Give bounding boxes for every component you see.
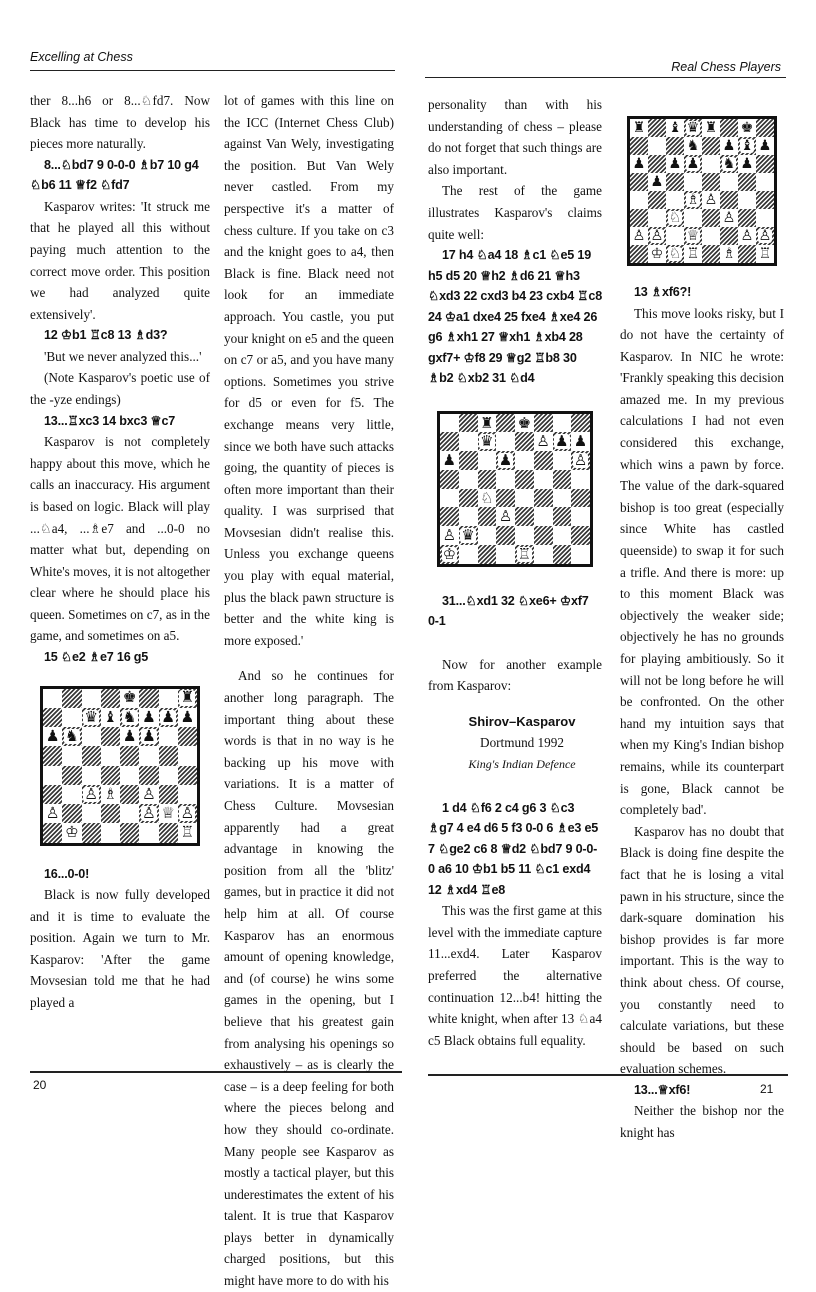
board-square: [630, 209, 648, 227]
board-square: [553, 489, 572, 508]
board-square: [534, 507, 553, 526]
paragraph: Now for another example from Kasparov:: [428, 656, 602, 694]
board-square: [648, 191, 666, 209]
board-square: [684, 155, 702, 173]
board-square: [515, 470, 534, 489]
board-square: [756, 137, 774, 155]
black-pawn-piece: ♟: [668, 155, 682, 172]
move-sequence: 1 d4 ♘f6 2 c4 g6 3 ♘c3 ♗g7 4 e4 d6 5 f3 0-0 6 ♗e3 e5 7 ♘ge2 c6 8 ♕d2 ♘bd7 9 0-0-0 a6 10 ♔b1 b5 11 ♘c1 exd4 12 ♗xd4 ♖e8: [428, 800, 599, 897]
white-pawn-piece: ♙: [45, 803, 60, 822]
black-pawn-piece: ♟: [632, 155, 646, 172]
board-square: [62, 708, 81, 727]
white-pawn-piece: ♙: [141, 803, 156, 822]
column-2: [224, 90, 394, 1292]
page-number-left: 20: [33, 1078, 47, 1092]
black-queen-piece: ♛: [686, 119, 700, 136]
white-pawn-piece: ♙: [740, 227, 754, 244]
move-sequence: 12 ♔b1 ♖c8 13 ♗d3?: [44, 328, 168, 343]
board-square: [82, 804, 101, 823]
board-square: [756, 119, 774, 137]
page-number-right: 21: [760, 1082, 774, 1096]
board-square: [178, 766, 197, 785]
white-rook-piece: ♖: [517, 544, 532, 563]
black-pawn-piece: ♟: [498, 451, 513, 470]
board-square: [720, 209, 738, 227]
board-square: [139, 766, 158, 785]
board-square: [101, 804, 120, 823]
board-square: [571, 451, 590, 470]
board-square: [62, 689, 81, 708]
board-square: [756, 155, 774, 173]
board-square: [440, 470, 459, 489]
board-square: [120, 689, 139, 708]
board-square: [720, 119, 738, 137]
board-square: [666, 155, 684, 173]
white-knight-piece: ♘: [668, 245, 682, 262]
white-king-piece: ♔: [64, 823, 79, 842]
board-square: [756, 245, 774, 263]
board-square: [62, 823, 81, 842]
paragraph: Black is now fully developed and it is time to evaluate the position. Again we turn to Mr. Kasparov: 'After the game Movsesian told me that he had played a: [30, 887, 210, 1011]
black-rook-piece: ♜: [180, 688, 195, 707]
board-square: [159, 689, 178, 708]
board-square: [496, 470, 515, 489]
black-pawn-piece: ♟: [740, 155, 754, 172]
board-square: [101, 746, 120, 765]
board-square: [159, 823, 178, 842]
black-knight-piece: ♞: [64, 726, 79, 745]
board-square: [120, 785, 139, 804]
black-pawn-piece: ♟: [161, 707, 176, 726]
board-square: [101, 689, 120, 708]
board-square: [630, 227, 648, 245]
board-square: [571, 507, 590, 526]
board-square: [43, 689, 62, 708]
board-square: [515, 526, 534, 545]
game-opening: King's Indian Defence: [468, 757, 576, 772]
board-square: [666, 245, 684, 263]
board-square: [178, 689, 197, 708]
board-square: [101, 766, 120, 785]
board-square: [82, 785, 101, 804]
board-square: [630, 173, 648, 191]
board-square: [159, 804, 178, 823]
board-square: [684, 245, 702, 263]
board-square: [478, 451, 497, 470]
header-rule-left: [30, 70, 395, 71]
black-pawn-piece: ♟: [686, 155, 700, 172]
board-square: [738, 173, 756, 191]
board-square: [553, 507, 572, 526]
board-square: [459, 432, 478, 451]
board-square: [720, 155, 738, 173]
black-rook-piece: ♜: [704, 119, 718, 136]
white-pawn-piece: ♙: [84, 784, 99, 803]
board-square: [702, 209, 720, 227]
black-queen-piece: ♛: [480, 432, 494, 451]
board-square: [515, 507, 534, 526]
board-square: [43, 708, 62, 727]
board-square: [101, 785, 120, 804]
black-pawn-piece: ♟: [122, 726, 137, 745]
board-square: [571, 526, 590, 545]
board-square: [648, 227, 666, 245]
board-square: [534, 414, 553, 433]
board-square: [478, 545, 497, 564]
board-square: [684, 173, 702, 191]
board-square: [630, 119, 648, 137]
board-square: [159, 766, 178, 785]
white-bishop-piece: ♗: [722, 245, 736, 262]
black-pawn-piece: ♟: [573, 432, 588, 451]
board-square: [648, 137, 666, 155]
move-sequence: 13...♕xf6!: [634, 1082, 691, 1097]
move-sequence: 17 h4 ♘a4 18 ♗c1 ♘e5 19 h5 d5 20 ♕h2 ♗d6 21 ♕h3 ♘xd3 22 cxd3 b4 23 cxb4 ♖c8 24 ♔a1 dxe4 25 fxe4 ♗xe4 26 g6 ♗xh1 27 ♕xh1 ♗xb4 28 gxf7+ ♔f8 29 ♕g2 ♖b8 30 ♗b2 ♘xb2 31 ♘d4: [428, 248, 603, 386]
white-knight-piece: ♘: [480, 488, 494, 507]
column-1: [30, 90, 210, 1014]
black-queen-piece: ♛: [84, 707, 99, 726]
board-square: [720, 191, 738, 209]
board-square: [720, 245, 738, 263]
board-square: [139, 689, 158, 708]
board-square: [630, 245, 648, 263]
board-square: [43, 804, 62, 823]
board-square: [120, 746, 139, 765]
board-square: [496, 507, 515, 526]
header-rule-right: [425, 77, 786, 78]
board-square: [62, 727, 81, 746]
move-sequence: 31...♘xd1 32 ♘xe6+ ♔xf7 0-1: [428, 593, 589, 629]
white-bishop-piece: ♗: [103, 784, 118, 803]
board-square: [440, 507, 459, 526]
board-square: [139, 823, 158, 842]
board-square: [648, 155, 666, 173]
white-pawn-piece: ♙: [180, 803, 195, 822]
white-queen-piece: ♕: [686, 227, 700, 244]
running-head-left: Excelling at Chess: [30, 50, 133, 64]
white-knight-piece: ♘: [668, 209, 682, 226]
board-square: [738, 245, 756, 263]
board-square: [459, 451, 478, 470]
white-pawn-piece: ♙: [573, 451, 588, 470]
paragraph: 'But we never analyzed this...': [44, 348, 202, 364]
board-square: [666, 209, 684, 227]
board-square: [478, 489, 497, 508]
board-square: [534, 489, 553, 508]
white-pawn-piece: ♙: [650, 227, 664, 244]
board-square: [756, 209, 774, 227]
board-square: [666, 119, 684, 137]
board-square: [738, 155, 756, 173]
board-square: [756, 191, 774, 209]
board-square: [553, 414, 572, 433]
board-square: [666, 227, 684, 245]
paragraph: This was the first game at this level with the immediate capture 11...exd4. Later Kasparov preferred the alternative continuation 12...b4! hitting the white knight, when after 13 ♘a4 c5 Black obtains full equality.: [428, 903, 602, 1048]
board-square: [515, 545, 534, 564]
board-square: [571, 545, 590, 564]
board-square: [534, 470, 553, 489]
chess-diagram-after-16-g5: [40, 686, 200, 846]
white-pawn-piece: ♙: [722, 209, 736, 226]
board-square: [459, 526, 478, 545]
board-square: [702, 119, 720, 137]
board-square: [159, 746, 178, 765]
board-square: [515, 489, 534, 508]
board-square: [62, 746, 81, 765]
board-square: [571, 489, 590, 508]
black-bishop-piece: ♝: [103, 707, 118, 726]
board-square: [648, 245, 666, 263]
game-players: Shirov–Kasparov: [468, 713, 576, 729]
black-pawn-piece: ♟: [722, 137, 736, 154]
board-square: [630, 155, 648, 173]
move-sequence: 15 ♘e2 ♗e7 16 g5: [44, 650, 149, 665]
board-square: [478, 432, 497, 451]
move-sequence: 13 ♗xf6?!: [634, 285, 692, 299]
board-square: [139, 727, 158, 746]
board-square: [684, 227, 702, 245]
black-bishop-piece: ♝: [740, 137, 754, 154]
paragraph: ther 8...h6 or 8...♘fd7. Now Black has time to develop his pieces more naturally.: [30, 93, 210, 152]
running-head-right: Real Chess Players: [671, 60, 781, 74]
board-square: [43, 727, 62, 746]
board-square: [571, 470, 590, 489]
paragraph: This move looks risky, but I do not have the certainty of Kasparov. In NIC he wrote: 'Frankly speaking this decision amazed me. In my previous calculations I had not even considered this exchange, which wins a pawn by force. The value of the dark-squared bishop is too great (especially since White has castled queenside) to swap it for such a trifle. And there is more: up to this moment Black was objectively the weaker side; objectively he has no grounds for playing ambitiously. So it will not be long before he will be confronted. On the other hand my intuition says that when my King's Indian bishop remains, while its counterpart is gone, Black cannot be completely bad'.: [620, 305, 784, 818]
board-square: [720, 137, 738, 155]
paragraph: Kasparov has no doubt that Black is doing fine despite the fact that he is losing a vital pawn in his structure, since the dark-square domination his bishop provides is far more important. This is the way to think about chess. Of course, you constantly need to calculate variations, but these should be based on such evaluation schemes.: [620, 823, 784, 1077]
white-pawn-piece: ♙: [704, 191, 718, 208]
board-square: [702, 191, 720, 209]
board-square: [553, 432, 572, 451]
chess-diagram-after-12-bxd4: [627, 116, 777, 266]
white-bishop-piece: ♗: [686, 191, 700, 208]
white-rook-piece: ♖: [180, 823, 195, 842]
board-square: [738, 227, 756, 245]
board-square: [43, 766, 62, 785]
chess-diagram-after-31-nd4: [437, 411, 593, 567]
board-square: [101, 727, 120, 746]
white-rook-piece: ♖: [758, 245, 772, 262]
board-square: [630, 137, 648, 155]
board-square: [496, 545, 515, 564]
board-square: [440, 489, 459, 508]
board-square: [684, 119, 702, 137]
board-square: [648, 119, 666, 137]
board-square: [515, 432, 534, 451]
board-square: [459, 507, 478, 526]
board-square: [684, 137, 702, 155]
paragraph: lot of games with this line on the ICC (Internet Chess Club) against Van Wely, investigating the position. But Van Wely never castled. From my perspective it's a matter of chess culture. If you take on c3 and the knight goes to a4, then Black is fine. Black need not look for an immediate approach. You castle, you put your knight on e5 and the queen on c7 or a5, and you have many options. Sometimes you strive for d5 or even for f5. The exchange means very little, since we both have such attacks going, the quantity of pieces is often more important than their quality. I was surprised that Movsesian didn't realise this. Unless you exchange queens you play with equal material, plus the black pawn structure is better and the white king is more exposed.': [224, 93, 394, 648]
board-square: [702, 245, 720, 263]
black-pawn-piece: ♟: [650, 173, 664, 190]
board-square: [440, 451, 459, 470]
white-king-piece: ♔: [442, 544, 457, 563]
board-square: [756, 227, 774, 245]
board-square: [630, 191, 648, 209]
paragraph: Kasparov is not completely happy about this move, which he calls an inaccuracy. His argument is based on logic. Black will play ...♘a4, ...♗e7 and ...0-0 no matter what but, depending on White's moves, it is not altogether clear where he should place his queen. Sometimes on c7, as in the game, and sometimes on a5.: [30, 434, 210, 644]
board-square: [738, 191, 756, 209]
black-pawn-piece: ♟: [555, 432, 569, 451]
paragraph: And so he continues for another long paragraph. The important thing about these words is that in no way is he backing up his move with variations. It is a matter of Chess Culture. Movsesian apparently had a great advantage in knowing the position from all the 'blitz' games, but in practice it did not help him at all. Of course Kasparov has an enormous amount of opening knowledge, and (of course) he wins some games in the opening, but I believe that his greatest gain from analysing his openings so exhaustively – as is clearly the case – is a deep feeling for both where the pieces belong and how they should co-ordinate. Many people see Kasparov as mostly a tactical player, but this underestimates the extent of his talent. It is true that Kasparov plays better in dynamically charged positions, but this might have more to do with his: [224, 668, 394, 1289]
board-square: [120, 708, 139, 727]
black-pawn-piece: ♟: [45, 726, 60, 745]
board-square: [496, 489, 515, 508]
board-square: [738, 137, 756, 155]
black-knight-piece: ♞: [722, 155, 736, 172]
board-square: [478, 526, 497, 545]
board-square: [515, 451, 534, 470]
board-square: [459, 489, 478, 508]
board-square: [702, 173, 720, 191]
board-square: [82, 746, 101, 765]
board-square: [534, 526, 553, 545]
board-square: [684, 191, 702, 209]
board-square: [702, 227, 720, 245]
board-square: [43, 746, 62, 765]
move-sequence: 16...0-0!: [44, 866, 90, 881]
board-square: [82, 708, 101, 727]
board-square: [178, 823, 197, 842]
white-queen-piece: ♕: [161, 803, 176, 822]
black-pawn-piece: ♟: [180, 707, 195, 726]
board-square: [702, 137, 720, 155]
board-square: [139, 785, 158, 804]
board-square: [496, 526, 515, 545]
board-square: [101, 708, 120, 727]
black-king-piece: ♚: [517, 413, 532, 432]
white-pawn-piece: ♙: [498, 507, 513, 526]
board-square: [159, 727, 178, 746]
black-pawn-piece: ♟: [442, 451, 457, 470]
black-king-piece: ♚: [740, 119, 754, 136]
white-rook-piece: ♖: [686, 245, 700, 262]
board-square: [82, 689, 101, 708]
board-square: [702, 155, 720, 173]
board-square: [553, 545, 572, 564]
white-king-piece: ♔: [650, 245, 664, 262]
board-square: [478, 507, 497, 526]
black-queen-piece: ♛: [461, 526, 475, 545]
game-place: Dortmund 1992: [480, 735, 564, 751]
paragraph: Kasparov writes: 'It struck me that he played all this without paying much attention to the correct move order. This position we had analyzed quite extensively'.: [30, 198, 210, 322]
board-square: [139, 708, 158, 727]
black-rook-piece: ♜: [632, 119, 646, 136]
column-3: [428, 94, 602, 1051]
board-square: [82, 727, 101, 746]
black-rook-piece: ♜: [480, 413, 494, 432]
board-square: [120, 766, 139, 785]
board-square: [478, 470, 497, 489]
board-square: [553, 451, 572, 470]
board-square: [62, 785, 81, 804]
board-square: [159, 785, 178, 804]
white-pawn-piece: ♙: [632, 227, 646, 244]
board-square: [440, 545, 459, 564]
white-pawn-piece: ♙: [758, 227, 772, 244]
board-square: [684, 209, 702, 227]
paragraph: The rest of the game illustrates Kasparov's claims quite well:: [428, 183, 602, 242]
board-square: [496, 414, 515, 433]
board-square: [478, 414, 497, 433]
black-pawn-piece: ♟: [141, 726, 156, 745]
white-pawn-piece: ♙: [141, 784, 156, 803]
white-pawn-piece: ♙: [442, 526, 457, 545]
board-square: [82, 766, 101, 785]
board-square: [571, 432, 590, 451]
board-square: [178, 708, 197, 727]
board-square: [459, 470, 478, 489]
board-square: [738, 119, 756, 137]
board-square: [738, 209, 756, 227]
black-pawn-piece: ♟: [758, 137, 772, 154]
black-knight-piece: ♞: [122, 707, 137, 726]
board-square: [43, 823, 62, 842]
board-square: [178, 746, 197, 765]
board-square: [120, 804, 139, 823]
board-square: [571, 414, 590, 433]
board-square: [139, 804, 158, 823]
board-square: [178, 804, 197, 823]
move-sequence: 8...♘bd7 9 0-0-0 ♗b7 10 g4 ♘b6 11 ♕f2 ♘fd7: [30, 157, 199, 193]
board-square: [496, 432, 515, 451]
board-square: [720, 173, 738, 191]
board-square: [120, 823, 139, 842]
board-square: [440, 414, 459, 433]
board-square: [553, 526, 572, 545]
paragraph: (Note Kasparov's poetic use of the -yze endings): [30, 370, 210, 408]
board-square: [459, 414, 478, 433]
board-square: [101, 823, 120, 842]
board-square: [534, 451, 553, 470]
white-pawn-piece: ♙: [536, 432, 550, 451]
board-square: [666, 191, 684, 209]
board-square: [515, 414, 534, 433]
board-square: [720, 227, 738, 245]
black-king-piece: ♚: [122, 688, 137, 707]
move-sequence: 13...♖xc3 14 bxc3 ♕c7: [44, 413, 176, 428]
board-square: [534, 545, 553, 564]
paragraph: Neither the bishop nor the knight has: [620, 1103, 784, 1140]
board-square: [666, 137, 684, 155]
board-square: [440, 432, 459, 451]
board-square: [440, 526, 459, 545]
board-square: [648, 209, 666, 227]
board-square: [666, 173, 684, 191]
board-square: [62, 804, 81, 823]
board-square: [178, 727, 197, 746]
board-square: [756, 173, 774, 191]
board-square: [459, 545, 478, 564]
board-square: [159, 708, 178, 727]
board-square: [43, 785, 62, 804]
board-square: [82, 823, 101, 842]
board-square: [120, 727, 139, 746]
paragraph: personality than with his understanding of chess – please do not forget that such things are also important.: [428, 97, 602, 177]
board-square: [553, 470, 572, 489]
black-knight-piece: ♞: [686, 137, 700, 154]
board-square: [648, 173, 666, 191]
black-pawn-piece: ♟: [141, 707, 156, 726]
board-square: [139, 746, 158, 765]
board-square: [534, 432, 553, 451]
board-square: [496, 451, 515, 470]
black-bishop-piece: ♝: [668, 119, 682, 136]
board-square: [62, 766, 81, 785]
column-4: [620, 116, 784, 1144]
board-square: [178, 785, 197, 804]
